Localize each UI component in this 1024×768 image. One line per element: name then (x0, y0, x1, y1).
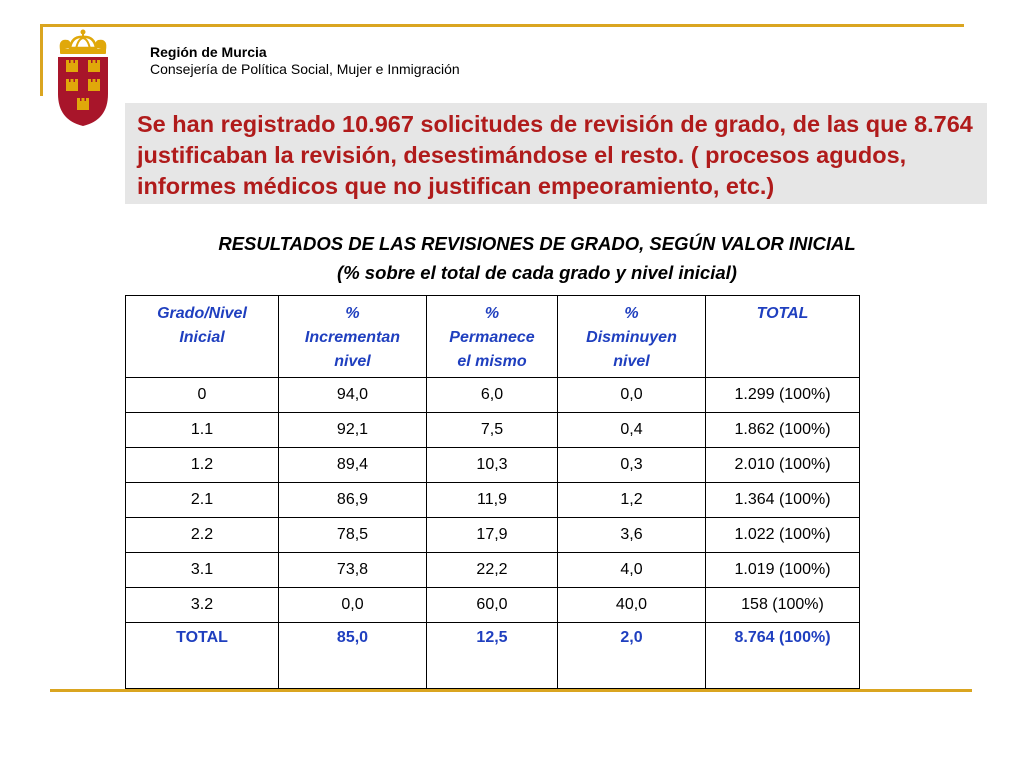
table-cell: 10,3 (427, 448, 558, 483)
table-cell: 3,6 (558, 518, 706, 553)
table-cell: 89,4 (279, 448, 427, 483)
table-cell: 22,2 (427, 553, 558, 588)
table-row (126, 448, 860, 483)
table-cell: 17,9 (427, 518, 558, 553)
header-text: nivel (613, 353, 650, 370)
table-cell: 2.010 (100%) (706, 448, 860, 483)
total-cell: 8.764 (100%) (706, 623, 860, 689)
table-cell: 73,8 (279, 553, 427, 588)
summary-banner: Se han registrado 10.967 solicitudes de revisión de grado, de las que 8.764 justificaban la revisión, desestimándose el resto. ( procesos agudos, informes médicos que no justifican empeoramiento, etc.) (125, 103, 987, 204)
coat-of-arms-icon (52, 28, 114, 128)
total-cell: 12,5 (427, 623, 558, 689)
table-row (126, 378, 860, 413)
table-cell: 1.862 (100%) (706, 413, 860, 448)
bottom-gold-rule (50, 689, 972, 692)
table-cell: 94,0 (279, 378, 427, 413)
header-cell-total (706, 296, 860, 378)
header-cell-grado (126, 296, 279, 378)
table-cell: 158 (100%) (706, 588, 860, 623)
table-cell: 0,0 (279, 588, 427, 623)
header-text: Permanece (449, 329, 535, 346)
left-gold-rule (40, 24, 43, 96)
table-cell: 78,5 (279, 518, 427, 553)
table-cell: 11,9 (427, 483, 558, 518)
header-text: Disminuyen (586, 329, 677, 346)
table-cell: 92,1 (279, 413, 427, 448)
table-cell: 1.2 (126, 448, 279, 483)
table-cell: 1.019 (100%) (706, 553, 860, 588)
total-cell: 85,0 (279, 623, 427, 689)
header-text: nivel (334, 353, 371, 370)
table-cell: 1.299 (100%) (706, 378, 860, 413)
header-text: % (345, 305, 360, 322)
table-subtitle: (% sobre el total de cada grado y nivel inicial) (337, 262, 737, 283)
table-cell: 86,9 (279, 483, 427, 518)
table-row (126, 588, 860, 623)
table-cell: 60,0 (427, 588, 558, 623)
top-gold-rule (40, 24, 964, 27)
header-text: Inicial (179, 329, 225, 346)
header-text: % (484, 305, 500, 322)
total-cell: TOTAL (126, 623, 279, 689)
table-cell: 2.2 (126, 518, 279, 553)
header-text: Incrementan (304, 329, 401, 346)
header-text: TOTAL (756, 305, 809, 322)
table-heading (100, 229, 974, 287)
total-cell: 2,0 (558, 623, 706, 689)
results-table (125, 295, 860, 689)
header-cell-incrementan (279, 296, 427, 378)
table-cell: 0,0 (558, 378, 706, 413)
table-cell: 1.1 (126, 413, 279, 448)
total-row (126, 623, 860, 689)
organization-header (150, 44, 460, 78)
table-cell: 0,4 (558, 413, 706, 448)
header-row (126, 296, 860, 378)
table-cell: 2.1 (126, 483, 279, 518)
table-cell: 6,0 (427, 378, 558, 413)
table-cell: 1.022 (100%) (706, 518, 860, 553)
header-text: % (624, 305, 639, 322)
table-cell: 3.1 (126, 553, 279, 588)
table-cell: 7,5 (427, 413, 558, 448)
table-title: RESULTADOS DE LAS REVISIONES DE GRADO, SEGÚN VALOR INICIAL (218, 233, 856, 254)
org-name: Región de Murcia (150, 44, 267, 60)
table-row (126, 413, 860, 448)
header-cell-disminuyen (558, 296, 706, 378)
table-cell: 0 (126, 378, 279, 413)
header-text: el mismo (457, 353, 527, 370)
header-text: Grado/Nivel (157, 305, 247, 322)
table-row (126, 483, 860, 518)
table-cell: 3.2 (126, 588, 279, 623)
table-cell: 1.364 (100%) (706, 483, 860, 518)
table-cell: 4,0 (558, 553, 706, 588)
department-name: Consejería de Política Social, Mujer e Inmigración (150, 61, 460, 77)
table-cell: 0,3 (558, 448, 706, 483)
table-row (126, 553, 860, 588)
table-cell: 40,0 (558, 588, 706, 623)
table-row (126, 518, 860, 553)
header-cell-permanece (427, 296, 558, 378)
table-cell: 1,2 (558, 483, 706, 518)
